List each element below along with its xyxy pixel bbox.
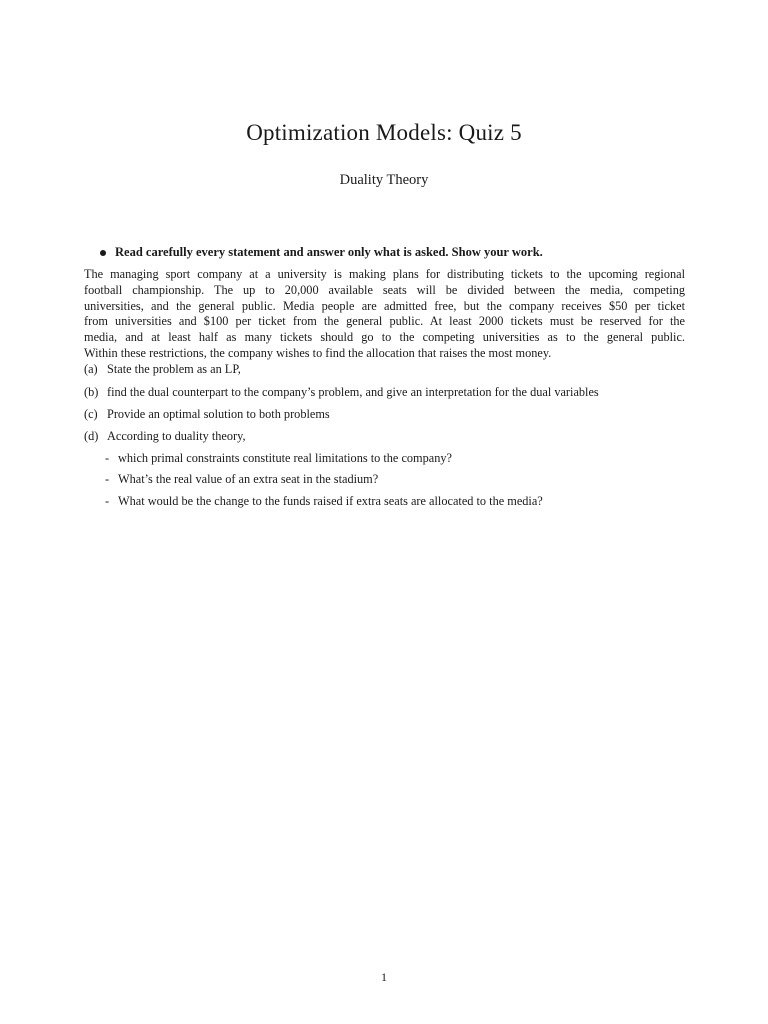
subquestion-text: What would be the change to the funds raised if extra seats are allocated to the media? bbox=[118, 494, 543, 508]
bullet-icon bbox=[100, 250, 106, 256]
dash-marker: - bbox=[105, 494, 110, 508]
question-item bbox=[84, 385, 599, 400]
question-item bbox=[84, 429, 246, 444]
question-label: (b) bbox=[84, 385, 99, 399]
document-title: Optimization Models: Quiz 5 bbox=[246, 120, 522, 145]
statement-line: universities, and the general public. Media people are admitted free, but the company receives $50 per ticket bbox=[84, 298, 685, 313]
instruction-item bbox=[100, 245, 543, 260]
statement-line: football championship. The up to 20,000 available seats will be divided between the media, competing bbox=[84, 282, 685, 297]
question-text: Provide an optimal solution to both problems bbox=[107, 407, 330, 421]
page-number: 1 bbox=[381, 970, 387, 984]
instruction-text: Read carefully every statement and answer only what is asked. Show your work. bbox=[115, 245, 543, 259]
question-text: find the dual counterpart to the company’s problem, and give an interpretation for the dual variables bbox=[107, 385, 599, 399]
question-label: (c) bbox=[84, 407, 98, 421]
question-item bbox=[84, 362, 241, 377]
question-item bbox=[84, 407, 330, 422]
dash-marker: - bbox=[105, 451, 110, 465]
statement-line: Within these restrictions, the company wishes to find the allocation that raises the most money. bbox=[84, 345, 552, 360]
statement-line: media, and at least half as many tickets should go to the competing universities as to the general public. bbox=[84, 330, 685, 345]
subquestion-item bbox=[105, 472, 378, 487]
subquestion-text: What’s the real value of an extra seat in the stadium? bbox=[118, 472, 379, 486]
question-label: (a) bbox=[84, 362, 98, 376]
subquestion-text: which primal constraints constitute real limitations to the company? bbox=[118, 451, 452, 465]
dash-marker: - bbox=[105, 472, 110, 486]
subquestion-item bbox=[105, 494, 543, 509]
question-label: (d) bbox=[84, 429, 99, 443]
subquestion-item bbox=[105, 451, 452, 466]
statement-line: from universities and $100 per ticket from the general public. At least 2000 tickets must be reserved for the bbox=[84, 314, 685, 329]
question-text: State the problem as an LP, bbox=[107, 362, 241, 376]
statement-line: The managing sport company at a university is making plans for distributing tickets to the upcoming regional bbox=[84, 267, 685, 281]
question-text: According to duality theory, bbox=[107, 429, 246, 443]
document-subtitle: Duality Theory bbox=[339, 172, 429, 188]
problem-statement bbox=[84, 267, 685, 362]
